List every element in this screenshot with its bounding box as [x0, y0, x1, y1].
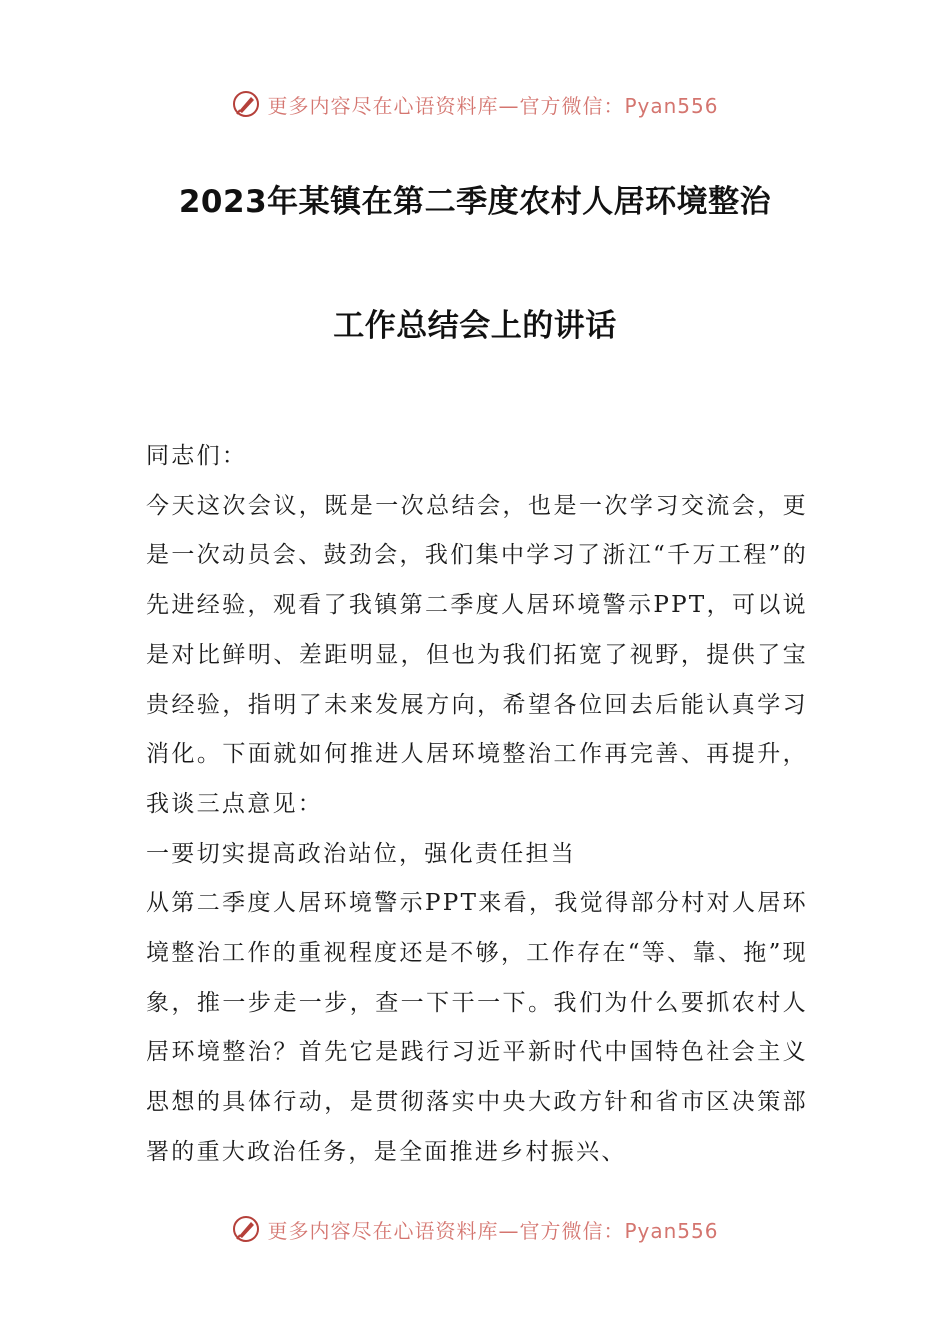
- paragraph-section-1: 从第二季度人居环境警示PPT来看，我觉得部分村对人居环境整治工作的重视程度还是不够，工作存在“等、靠、拖”现象，推一步走一步，查一下干一下。我们为什么要抓农村人居环境整治？首先它是践行习近平新时代中国特色社会主义思想的具体行动，是贯彻落实中央大政方针和省市区决策部署的重大政治任务，是全面推进乡村振兴、: [146, 890, 808, 1165]
- salutation: 同志们：: [146, 443, 248, 469]
- document-body: [146, 432, 808, 1178]
- pen-circle-logo-icon: [231, 89, 261, 119]
- paragraph-intro: 今天这次会议，既是一次总结会，也是一次学习交流会，更是一次动员会、鼓劲会，我们集中学习了浙江“千万工程”的先进经验，观看了我镇第二季度人居环境警示PPT，可以说是对比鲜明、差距明显，但也为我们拓宽了视野，提供了宝贵经验，指明了未来发展方向，希望各位回去后能认真学习消化。下面就如何推进人居环境整治工作再完善、再提升，我谈三点意见：: [146, 492, 808, 817]
- watermark-text: 更多内容尽在心语资料库—官方微信：Pyan556: [267, 1218, 719, 1243]
- document-title-line-2: 工作总结会上的讲话: [333, 308, 617, 344]
- section-heading-1: 一要切实提高政治站位，强化责任担当: [146, 840, 577, 867]
- pen-circle-logo-icon: [231, 1214, 261, 1244]
- document-title-line-1: 2023年某镇在第二季度农村人居环境整治: [178, 184, 772, 220]
- watermark-footer: [0, 1209, 950, 1249]
- watermark-header: [0, 84, 950, 124]
- watermark-text: 更多内容尽在心语资料库—官方微信：Pyan556: [267, 93, 719, 118]
